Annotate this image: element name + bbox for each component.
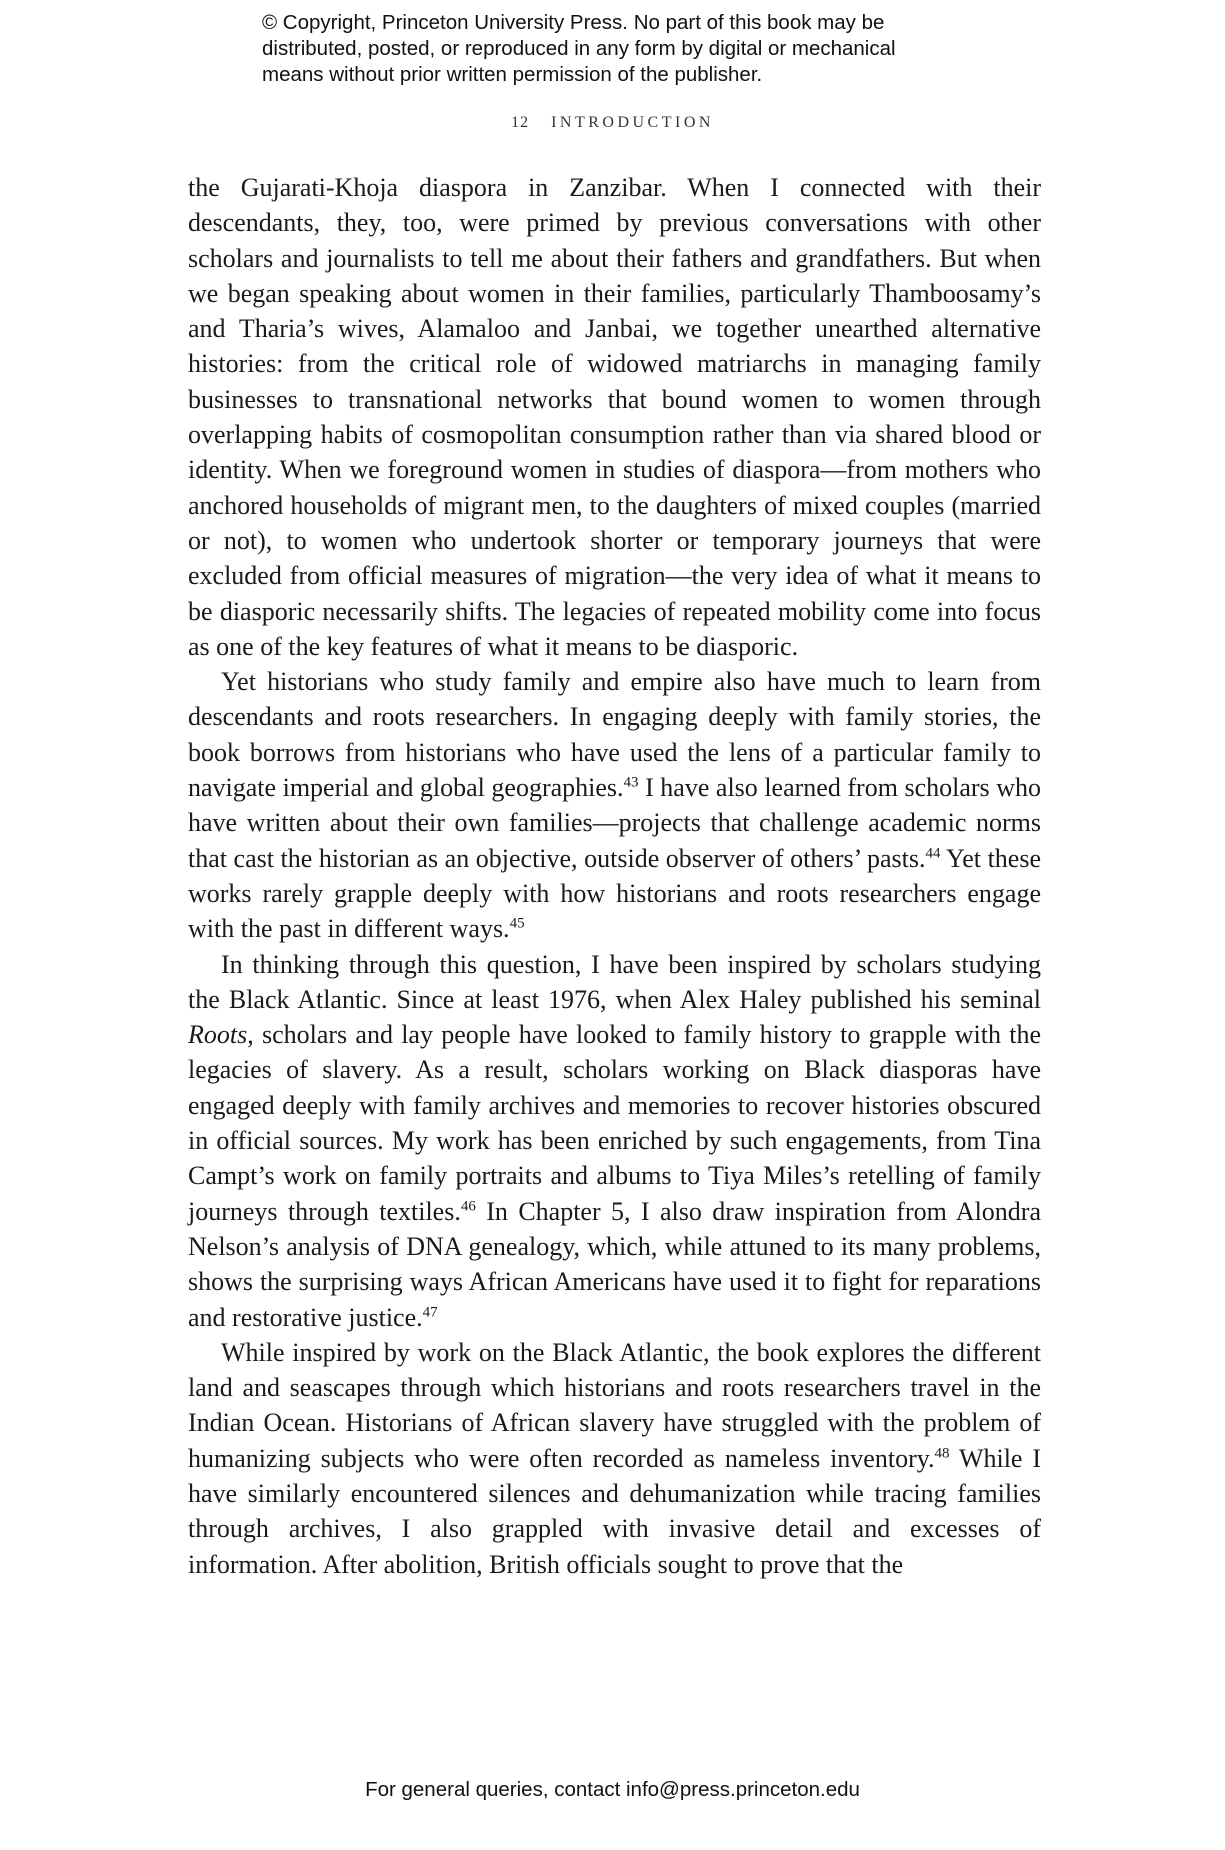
- paragraph-2: [188, 664, 1041, 946]
- copyright-line-3: means without prior written permission of the publisher.: [262, 63, 763, 86]
- book-title-roots: Roots: [188, 1020, 248, 1050]
- chapter-title: INTRODUCTION: [551, 114, 714, 131]
- footnote-ref-43[interactable]: 43: [623, 774, 639, 791]
- footnote-ref-45[interactable]: 45: [509, 915, 525, 932]
- body-text: [188, 170, 1041, 1582]
- paragraph-1: the Gujarati-Khoja diaspora in Zanzibar. When I connected with their descendants, they, too, were primed by previous conversations with other scholars and journalists to tell me about their fathers and grandfathers. But when we began speaking about women in their families, particularly Thamboosamy’s and Tharia’s wives, Alamaloo and Janbai, we together unearthed alternative histories: from the critical role of widowed matriarchs in managing family businesses to transnational networks that bound women to women through overlapping habits of cosmopolitan consumption rather than via shared blood or identity. When we foreground women in studies of diaspora—from mothers who anchored households of migrant men, to the daughters of mixed couples (married or not), to women who undertook shorter or temporary journeys that were excluded from official measures of migration—the very idea of what it means to be diasporic necessarily shifts. The legacies of repeated mobility come into focus as one of the key features of what it means to be diasporic.: [188, 173, 1041, 661]
- footnote-ref-48[interactable]: 48: [934, 1444, 950, 1461]
- paragraph-3: [188, 947, 1041, 1335]
- paragraph-4-text-1: While inspired by work on the Black Atlantic, the book explores the different land and seascapes through which historians and roots researchers travel in the Indian Ocean. Historians of African slavery have struggled with the problem of humanizing subjects who were often recorded as nameless inventory.: [188, 1337, 1041, 1473]
- footnote-ref-44[interactable]: 44: [925, 844, 941, 861]
- copyright-notice: [262, 10, 982, 88]
- copyright-line-2: distributed, posted, or reproduced in any form by digital or mechanical: [262, 37, 896, 60]
- footer-contact: For general queries, contact info@press.princeton.edu: [365, 1778, 860, 1801]
- paragraph-3-text-2: , scholars and lay people have looked to family history to grapple with the legacies of slavery. As a result, scholars working on Black diasporas have engaged deeply with family archives and memories to recover histories obscured in official sources. My work has been enriched by such engagements, from Tina Campt’s work on family portraits and albums to Tiya Miles’s retelling of family journeys through textiles.: [188, 1020, 1041, 1226]
- page-number: 12: [511, 114, 530, 131]
- paragraph-3-text-1: In thinking through this question, I have been inspired by scholars studying the Black Atlantic. Since at least 1976, when Alex Haley published his seminal: [188, 949, 1041, 1014]
- paragraph-2-text-2: I have also learned from scholars who have written about their own families—projects that challenge academic norms that cast the historian as an objective, outside observer of others’ pasts.: [188, 773, 1041, 873]
- paragraph-4-text-2: While I have similarly encountered silences and dehumanization while tracing families through archives, I also grappled with invasive detail and excesses of information. After abolition, British officials sought to prove that the: [188, 1443, 1042, 1579]
- paragraph-3-text-3: In Chapter 5, I also draw inspiration from Alondra Nelson’s analysis of DNA genealogy, which, while attuned to its many problems, shows the surprising ways African Americans have used it to fight for reparations and restorative justice.: [188, 1196, 1042, 1332]
- running-head: [0, 114, 1225, 132]
- footnote-ref-47[interactable]: 47: [422, 1303, 438, 1320]
- copyright-line-1: © Copyright, Princeton University Press. No part of this book may be: [262, 11, 885, 34]
- paragraph-2-text-3: Yet these works rarely grapple deeply with how historians and roots researchers engage with the past in different ways.: [188, 843, 1041, 944]
- paragraph-2-text-1: Yet historians who study family and empire also have much to learn from descendants and roots researchers. In engaging deeply with family stories, the book borrows from historians who have used the lens of a particular family to navigate imperial and global geographies.: [188, 667, 1041, 803]
- footnote-ref-46[interactable]: 46: [460, 1197, 476, 1214]
- paragraph-4: [188, 1335, 1041, 1582]
